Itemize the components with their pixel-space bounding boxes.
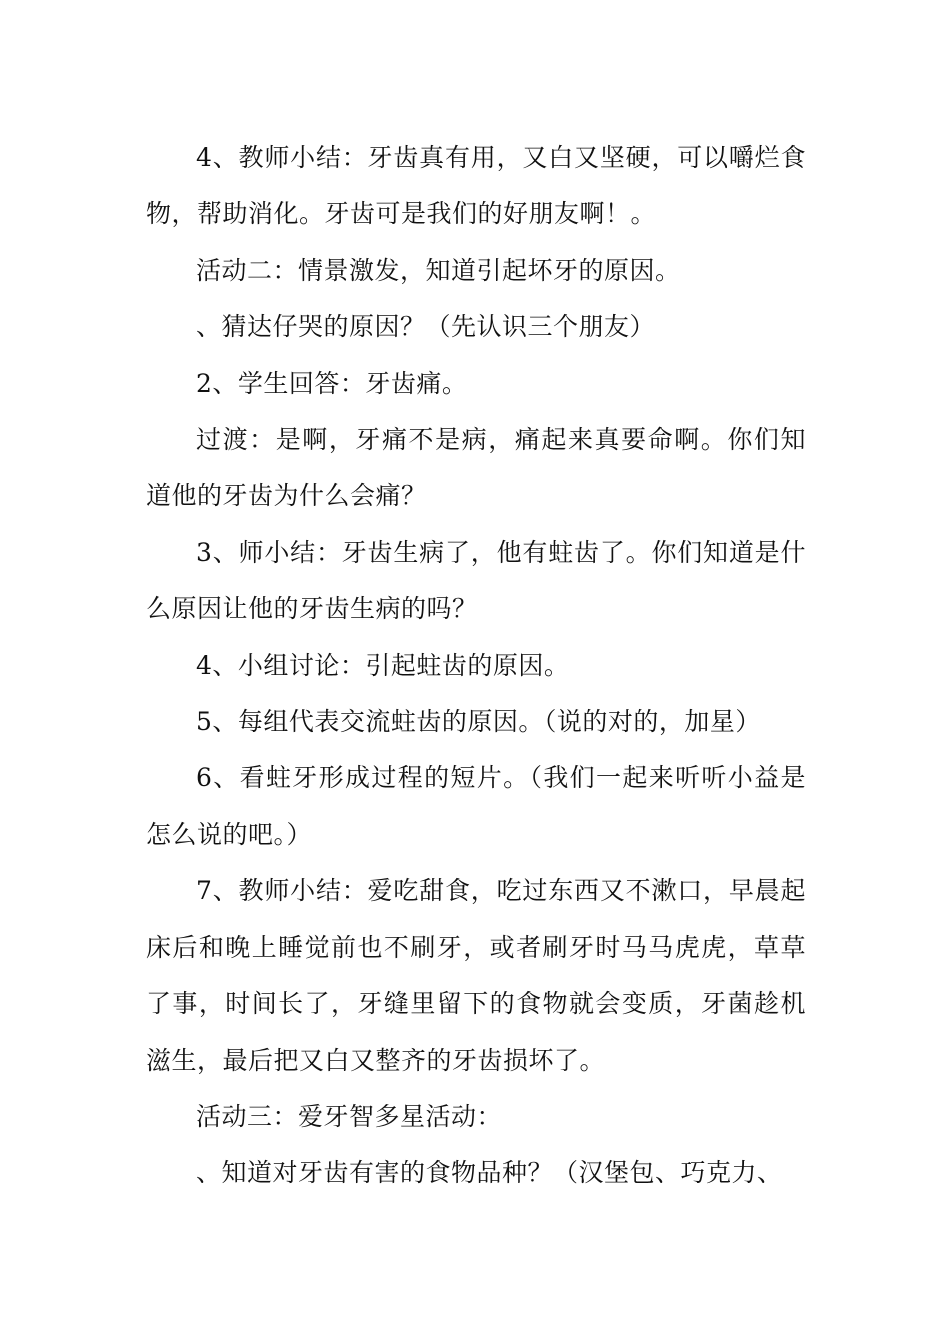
paragraph-watch-video: 6、看蛀牙形成过程的短片。（我们一起来听听小益是怎么说的吧。） — [146, 763, 806, 849]
paragraph-guess-reason: 、猜达仔哭的原因？（先认识三个朋友） — [196, 312, 656, 342]
paragraph-teacher-summary-3: 3、师小结：牙齿生病了，他有蛀齿了。你们知道是什么原因让他的牙齿生病的吗？ — [146, 537, 806, 624]
paragraph-activity-two-heading: 活动二：情景激发，知道引起坏牙的原因。 — [196, 255, 681, 285]
paragraph-student-answer: 2、学生回答：牙齿痛。 — [196, 368, 468, 398]
paragraph-harmful-foods: 、知道对牙齿有害的食物品种？（汉堡包、巧克力、 — [196, 1158, 783, 1188]
paragraph-group-exchange: 5、每组代表交流蛀齿的原因。（说的对的，加星） — [196, 707, 761, 737]
paragraph-teacher-summary-7: 7、教师小结：爱吃甜食，吃过东西又不漱口，早晨起床后和晚上睡觉前也不刷牙，或者刷牙时马马虎虎，草草了事，时间长了，牙缝里留下的食物就会变质，牙菌趁机滋生，最后把又白又整齐的牙齿损坏了。 — [146, 876, 806, 1075]
paragraph-teacher-summary-1: 4、教师小结：牙齿真有用，又白又坚硬，可以嚼烂食物，帮助消化。牙齿可是我们的好朋友啊！。 — [146, 143, 806, 229]
document-body — [146, 130, 806, 1202]
paragraph-activity-three-heading: 活动三：爱牙智多星活动： — [196, 1101, 503, 1131]
paragraph-transition: 过渡：是啊，牙痛不是病，痛起来真要命啊。你们知道他的牙齿为什么会痛？ — [146, 425, 806, 511]
paragraph-group-discussion: 4、小组讨论：引起蛀齿的原因。 — [196, 650, 570, 680]
